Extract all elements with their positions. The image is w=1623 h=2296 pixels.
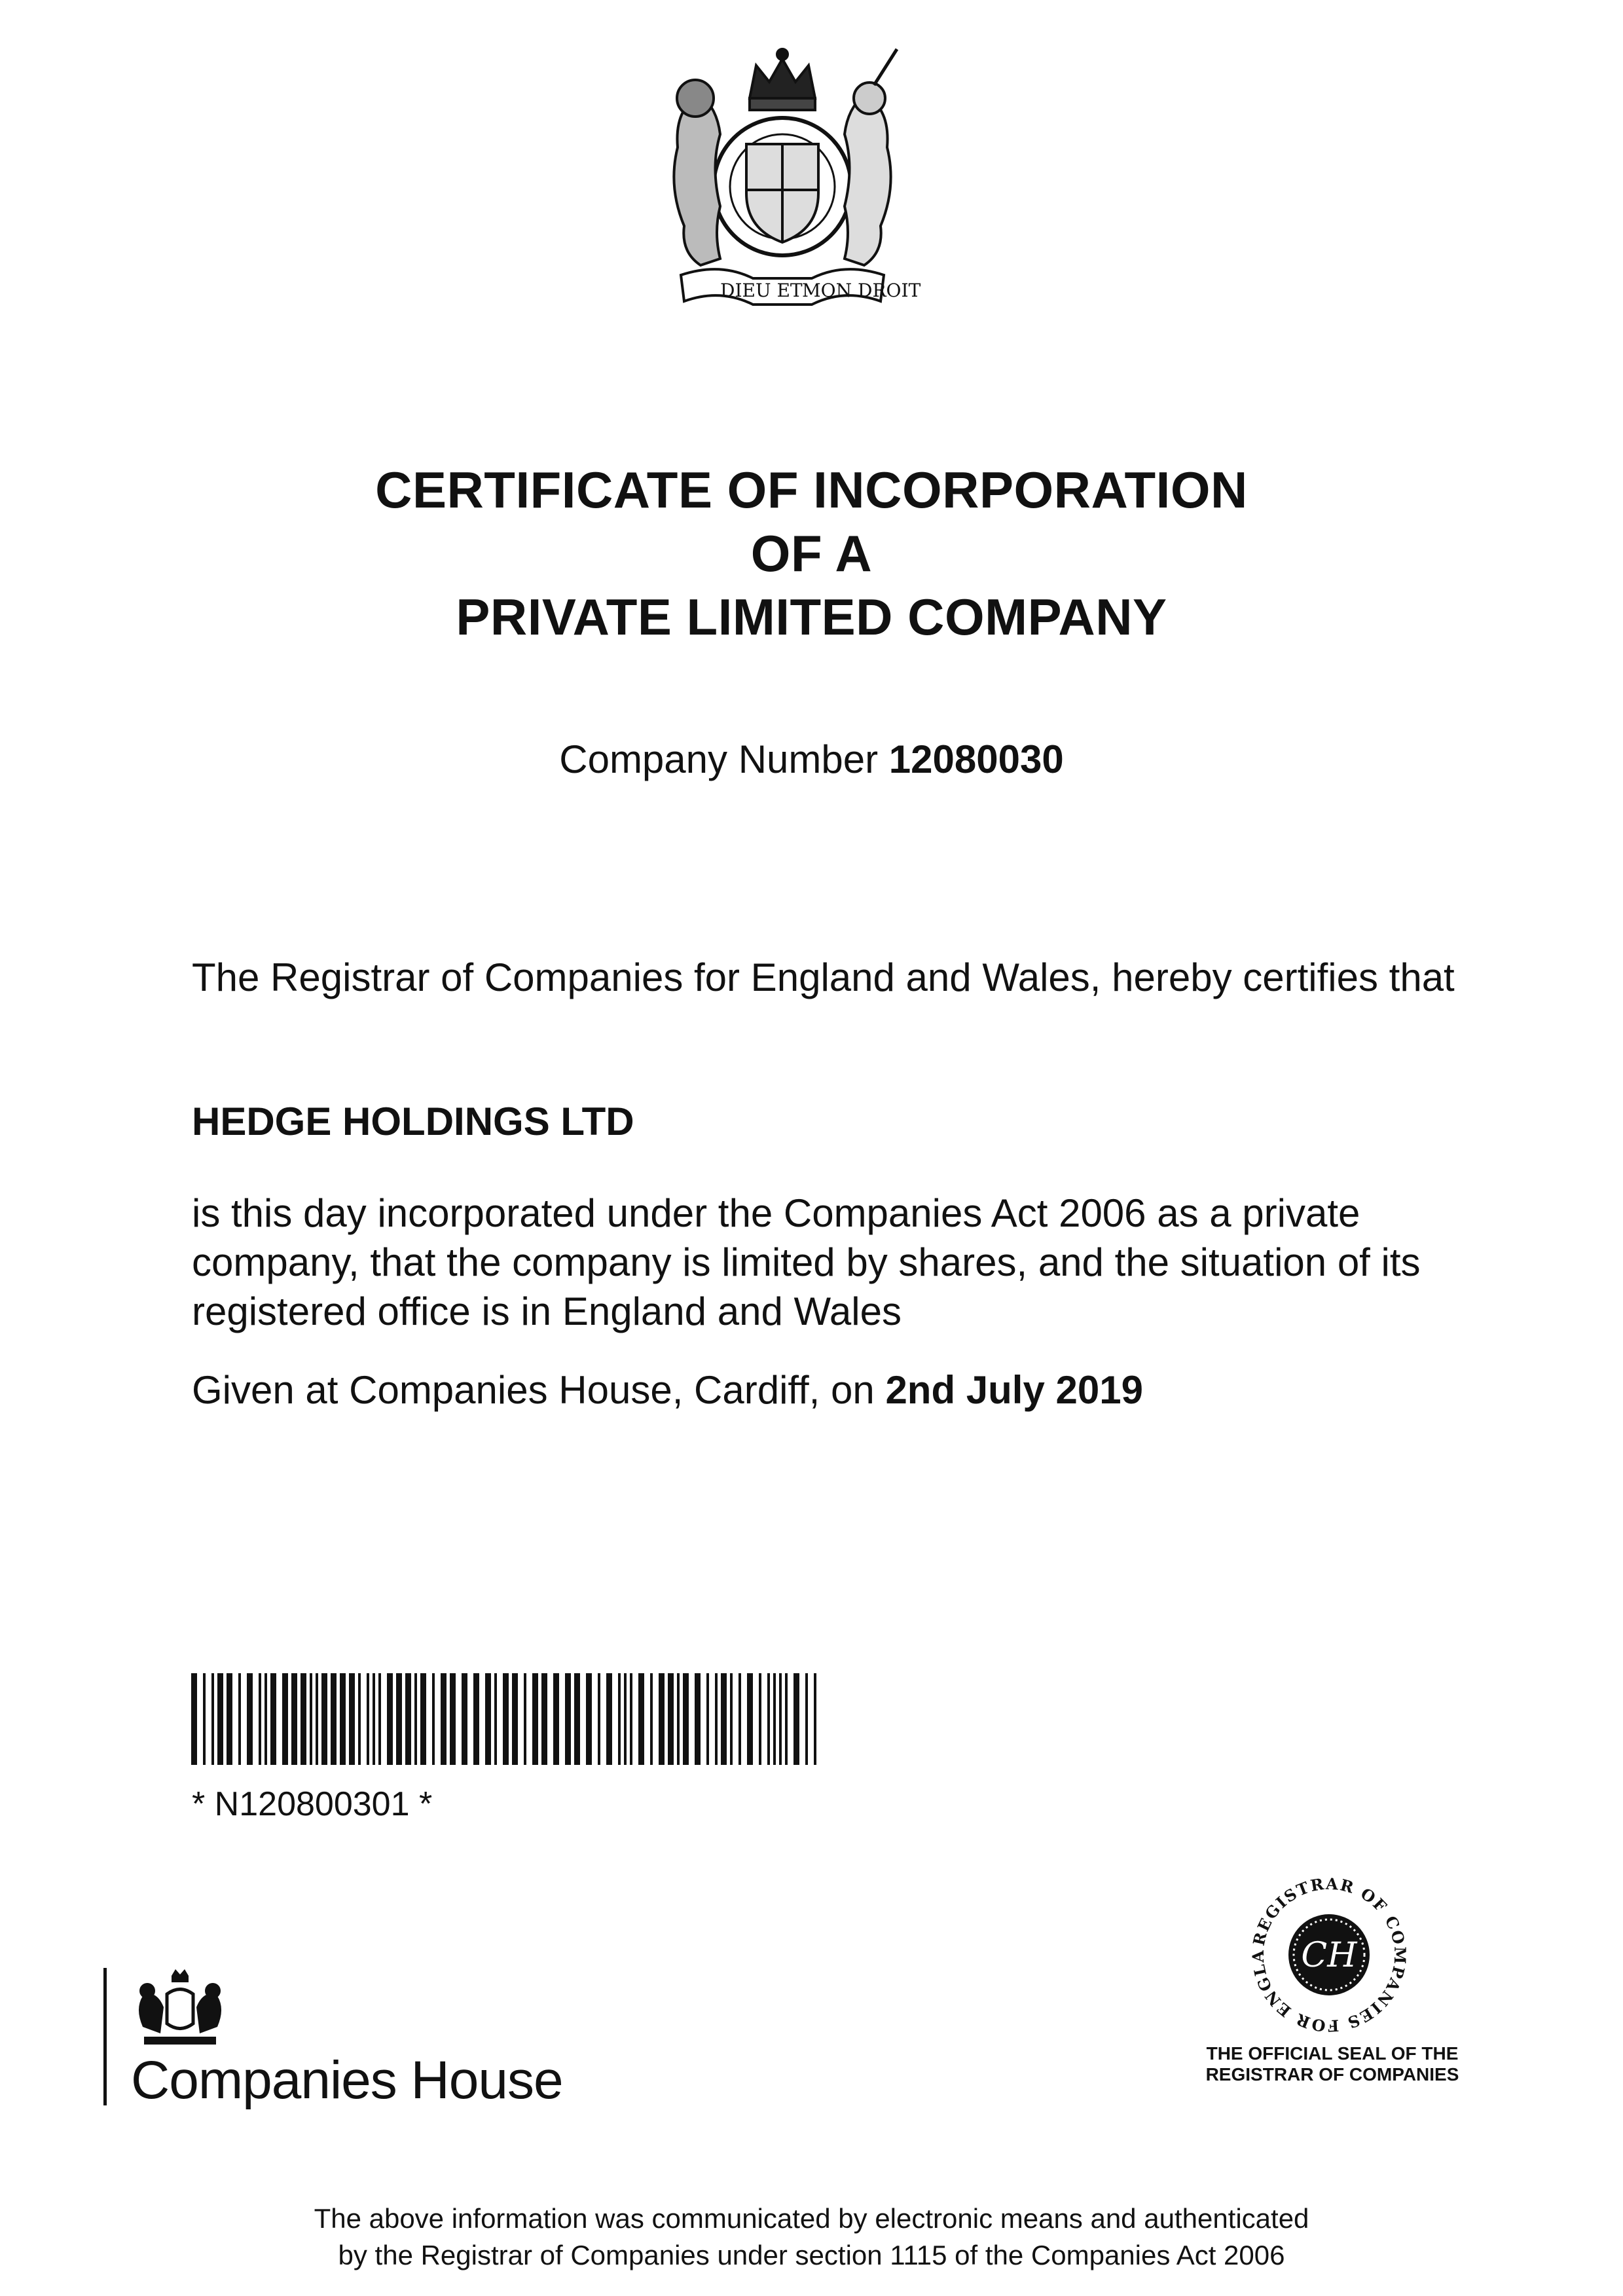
authentication-footer [0, 2200, 1623, 2274]
barcode-bar [739, 1673, 741, 1765]
barcode-bar [574, 1673, 580, 1765]
barcode-bar [238, 1673, 241, 1765]
barcode-bar [217, 1673, 223, 1765]
barcode-bar [586, 1673, 592, 1765]
barcode-bar [387, 1673, 393, 1765]
barcode-bar [524, 1673, 526, 1765]
title-line-1: CERTIFICATE OF INCORPORATION [375, 461, 1248, 519]
footer-line-1: The above information was communicated by electronic means and authenticated [314, 2203, 1309, 2234]
barcode-bar [405, 1673, 411, 1765]
barcode-bar [747, 1673, 753, 1765]
barcode-bar [553, 1673, 559, 1765]
barcode-bar [367, 1673, 369, 1765]
crest-motto-left: DIEU ET [720, 280, 803, 301]
barcode-bar [316, 1673, 318, 1765]
barcode-bar [541, 1673, 547, 1765]
seal-caption-line-1: THE OFFICIAL SEAL OF THE [1206, 2043, 1459, 2064]
barcode-bar [565, 1673, 571, 1765]
barcode-bar [677, 1673, 680, 1765]
barcode-bar [349, 1673, 355, 1765]
barcode-bar [793, 1673, 799, 1765]
barcode-bar [264, 1673, 267, 1765]
barcode-bar [695, 1673, 701, 1765]
seal-caption [1175, 2043, 1489, 2085]
crest-motto-right: MON DROIT [802, 280, 921, 301]
seal-caption-line-2: REGISTRAR OF COMPANIES [1205, 2064, 1459, 2084]
barcode-bar [191, 1673, 197, 1765]
barcode-bar [473, 1673, 479, 1765]
barcode-bar [598, 1673, 600, 1765]
barcode-bar [494, 1673, 497, 1765]
barcode-bar [441, 1673, 447, 1765]
barcode-bar [227, 1673, 232, 1765]
royal-coat-of-arms-icon [622, 36, 943, 311]
barcode-bar [270, 1673, 276, 1765]
barcode-bar [396, 1673, 402, 1765]
barcode-bar [321, 1673, 327, 1765]
barcode-bar [512, 1673, 518, 1765]
barcode-bar [450, 1673, 456, 1765]
title-line-2: OF A [750, 525, 873, 582]
barcode-bar [715, 1673, 718, 1765]
barcode-bar [805, 1673, 808, 1765]
company-number-label: Company Number [559, 737, 879, 781]
barcode-bar [485, 1673, 491, 1765]
registrar-statement: The Registrar of Companies for England and Wales, hereby certifies that [192, 955, 1455, 999]
barcode-bar [618, 1673, 621, 1765]
barcode-bar [785, 1673, 788, 1765]
barcode-bar [624, 1673, 627, 1765]
barcode-bar [331, 1673, 337, 1765]
barcode-text: * N120800301 * [192, 1785, 433, 1823]
logo-divider [103, 1968, 107, 2105]
barcode-bar [462, 1673, 467, 1765]
barcode-bar [373, 1673, 375, 1765]
barcode-bar [503, 1673, 509, 1765]
barcode-bar [211, 1673, 214, 1765]
barcode-bar [814, 1673, 816, 1765]
barcode-bar [773, 1673, 776, 1765]
company-number-value: 12080030 [888, 737, 1064, 781]
given-at-text: Given at Companies House, Cardiff, on [192, 1368, 875, 1412]
barcode-bar [630, 1673, 632, 1765]
barcode-bar [659, 1673, 665, 1765]
seal-monogram: CH [1301, 1936, 1357, 1975]
footer-line-2: by the Registrar of Companies under section 1115 of the Companies Act 2006 [338, 2240, 1285, 2270]
barcode-bar [358, 1673, 361, 1765]
companies-house-crest-icon [131, 1968, 229, 2050]
barcode-bar [291, 1673, 297, 1765]
barcode-bar [420, 1673, 426, 1765]
given-at-statement [192, 1365, 1488, 1415]
registrar-seal-icon [1228, 1870, 1431, 2033]
barcode [190, 1673, 825, 1765]
barcode-bar [532, 1673, 538, 1765]
barcode-bar [767, 1673, 770, 1765]
incorporation-date: 2nd July 2019 [885, 1368, 1143, 1412]
title-line-3: PRIVATE LIMITED COMPANY [456, 588, 1167, 646]
barcode-bar [203, 1673, 206, 1765]
barcode-bar [340, 1673, 346, 1765]
barcode-bar [706, 1673, 709, 1765]
seal-ring-text: REGISTRAR OF COMPANIES FOR ENGLA [1248, 1874, 1410, 2033]
certificate-title [0, 458, 1623, 649]
barcode-bar [779, 1673, 782, 1765]
barcode-bar [310, 1673, 312, 1765]
barcode-bar [432, 1673, 435, 1765]
barcode-bar [259, 1673, 261, 1765]
barcode-bar [247, 1673, 253, 1765]
barcode-bar [414, 1673, 417, 1765]
company-number [0, 737, 1623, 782]
company-name: HEDGE HOLDINGS LTD [192, 1100, 634, 1143]
barcode-bar [638, 1673, 644, 1765]
barcode-bar [378, 1673, 381, 1765]
companies-house-wordmark: Companies House [131, 2050, 563, 2110]
barcode-bar [282, 1673, 288, 1765]
barcode-bar [606, 1673, 612, 1765]
barcode-bar [683, 1673, 689, 1765]
incorporation-statement: is this day incorporated under the Companies Act 2006 as a private company, that the company is limited by shares, and the situation of its registered office is in England and Wales [192, 1191, 1421, 1333]
barcode-bar [650, 1673, 653, 1765]
barcode-bar [668, 1673, 674, 1765]
barcode-bar [721, 1673, 727, 1765]
barcode-bar [759, 1673, 761, 1765]
barcode-bar [301, 1673, 306, 1765]
barcode-bar [730, 1673, 733, 1765]
